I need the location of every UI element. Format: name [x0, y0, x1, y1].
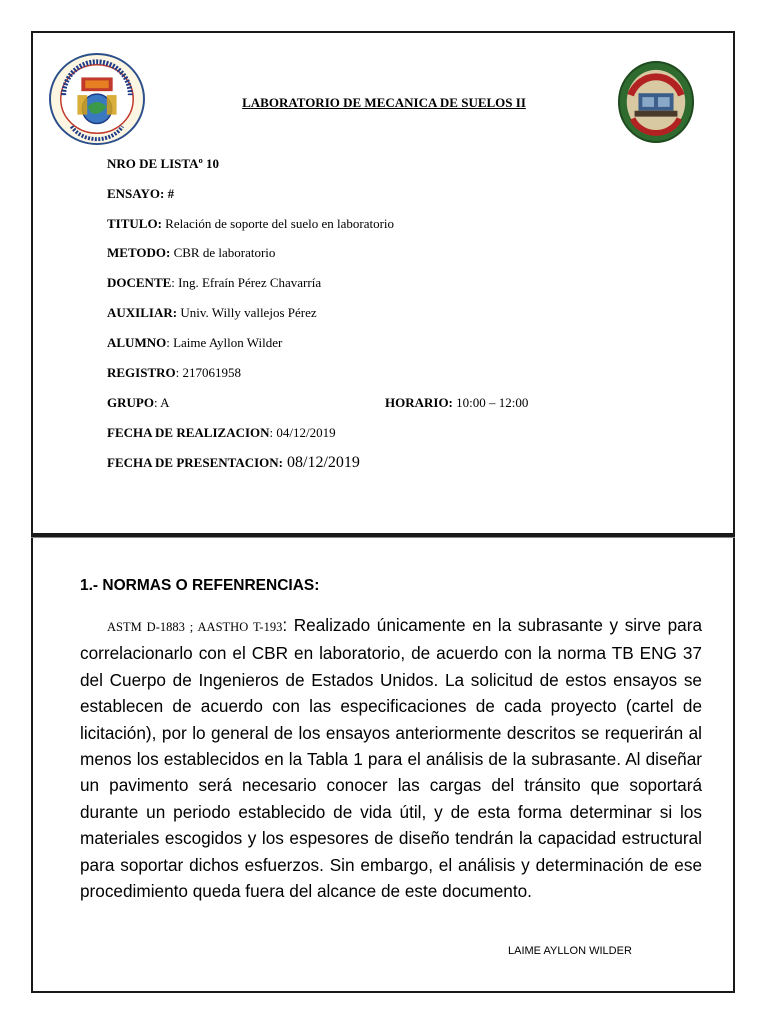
field-method: [107, 244, 275, 262]
field-value: CBR de laboratorio: [170, 245, 276, 260]
field-label: FECHA DE REALIZACION: [107, 425, 270, 440]
section-paragraph: [80, 612, 702, 904]
field-value: Univ. Willy vallejos Pérez: [177, 305, 317, 320]
field-label: REGISTRO: [107, 365, 176, 380]
field-registry: [107, 364, 241, 382]
field-label: NRO DE LISTAº: [107, 156, 203, 171]
section-divider: [31, 533, 735, 537]
field-teacher: [107, 274, 321, 292]
field-assistant: [107, 304, 317, 322]
field-label: DOCENTE: [107, 275, 172, 290]
field-value: : 04/12/2019: [269, 425, 336, 440]
document-title: LABORATORIO DE MECANICA DE SUELOS II: [242, 95, 526, 110]
field-group: [107, 394, 170, 412]
field-student: [107, 334, 282, 352]
footer-author: LAIME AYLLON WILDER: [508, 945, 632, 957]
field-label: TITULO:: [107, 216, 162, 231]
field-value: : Ing. Efraín Pérez Chavarría: [171, 275, 322, 290]
field-label: HORARIO:: [385, 395, 453, 410]
field-schedule: [385, 394, 528, 412]
field-label: AUXILIAR:: [107, 305, 178, 320]
field-date-presented: [107, 454, 360, 472]
field-test: [107, 185, 174, 203]
field-label: FECHA DE PRESENTACION:: [107, 455, 284, 470]
field-value: : A: [153, 395, 170, 410]
field-value: 08/12/2019: [283, 454, 360, 471]
field-label: GRUPO: [107, 395, 154, 410]
field-value: 10:00 – 12:00: [452, 395, 529, 410]
field-label: METODO:: [107, 245, 171, 260]
field-value: #: [164, 186, 175, 201]
paragraph-body: : Realizado únicamente en la subrasante y sirve para correlacionarlo con el CBR en laboratorio, de acuerdo con la norma TB ENG 37 del Cuerpo de Ingenieros de Estados Unidos. La solicitud de estos ensayos se establecen de acuerdo con las especificaciones de cada proyecto (cartel de licitación), por lo general de los ensayos anteriormente descritos se requerirán al menos los establecidos en la Tabla 1 para el análisis de la subrasante. Al diseñar un pavimento será necesario conocer las cargas del tránsito que soportará durante un periodo establecido de vida útil, y de esta forma determinar si los materiales escogidos y los espesores de diseño tendrán la capacidad estructural para soportar dichos esfuerzos. Sin embargo, el análisis y determinación de ese procedimiento queda fuera del alcance de este documento.: [80, 615, 703, 902]
section-heading: 1.- NORMAS O REFENRENCIAS:: [80, 577, 320, 594]
field-title: [107, 215, 394, 233]
field-list-number: [107, 155, 219, 173]
field-label: ENSAYO:: [107, 186, 165, 201]
field-value: Relación de soporte del suelo en laboratorio: [161, 216, 395, 231]
field-value: : Laime Ayllon Wilder: [166, 335, 283, 350]
field-label: ALUMNO: [107, 335, 167, 350]
field-value: 10: [202, 156, 220, 171]
field-value: : 217061958: [175, 365, 242, 380]
field-date-done: [107, 424, 336, 442]
reference-standards: ASTM D-1883 ; AASTHO T-193: [107, 620, 283, 634]
